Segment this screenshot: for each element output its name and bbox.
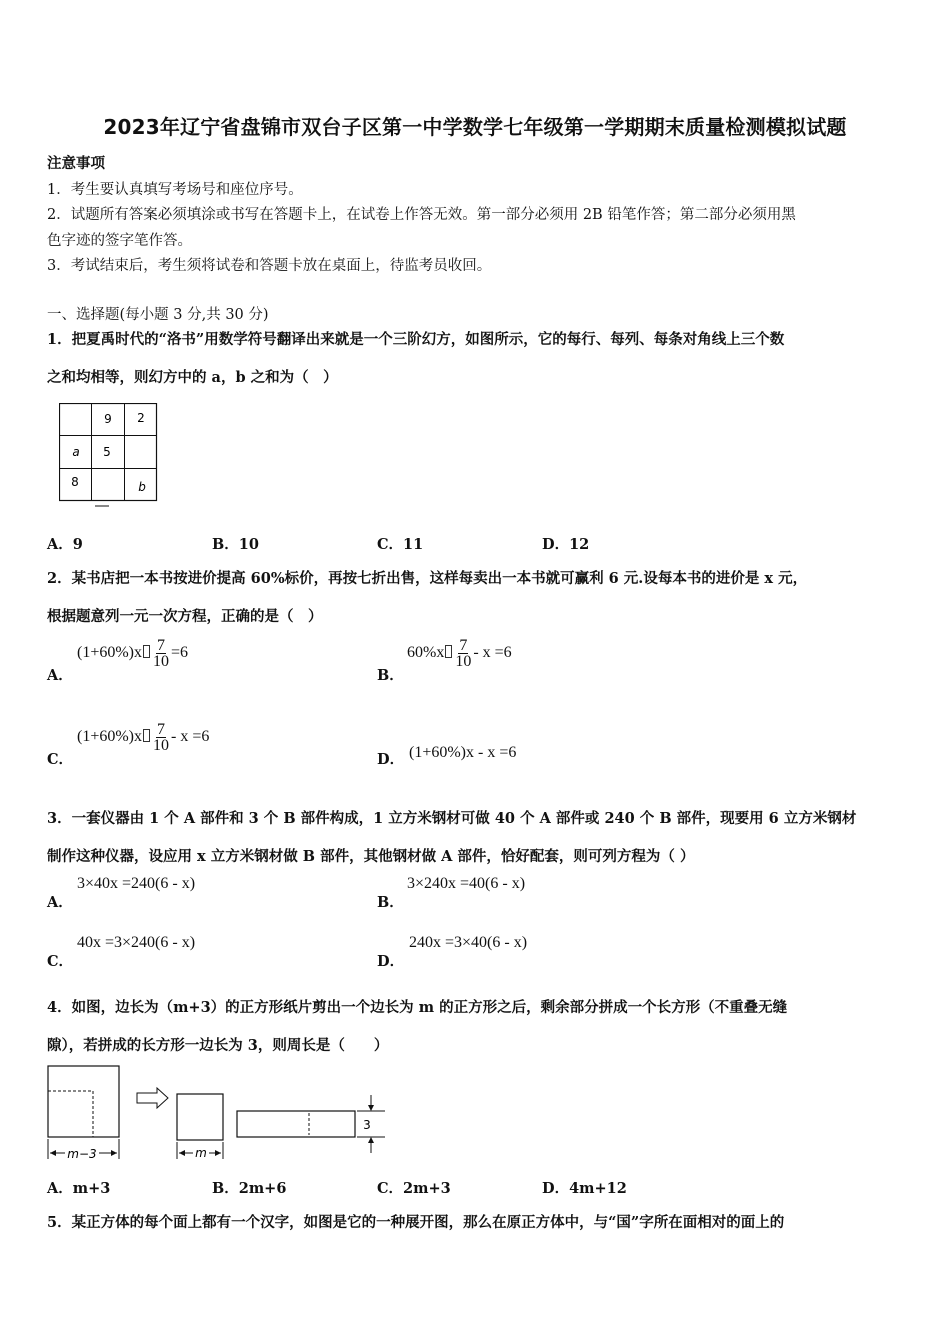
grid-cell: 5	[103, 445, 111, 459]
option-d[interactable]: D．4m+12	[542, 1180, 627, 1197]
option-c[interactable]: C．2m+3	[377, 1180, 451, 1197]
option-c[interactable]: C．	[47, 953, 74, 970]
option-a[interactable]: A．	[47, 894, 73, 911]
question-3-text: 制作这种仪器，设应用 x 立方米钢材做 B 部件，其他钢材做 A 部件，恰好配套，则可列方程为（ ）	[47, 848, 695, 865]
square-cut-figure	[45, 1063, 390, 1163]
page-title: 2023年辽宁省盘锦市双台子区第一中学数学七年级第一学期期末质量检测模拟试题	[103, 115, 847, 139]
equation-b: 60%x $\frac{7}{10}$ - x =6	[407, 637, 512, 670]
option-d[interactable]: D．	[377, 751, 405, 768]
equation-c: 40x =3×240(6 - x)	[77, 934, 196, 951]
option-c[interactable]: C．11	[377, 536, 424, 553]
option-b[interactable]: B．2m+6	[212, 1180, 287, 1197]
dimension-label: 3	[363, 1118, 371, 1132]
option-a[interactable]: A．9	[47, 536, 83, 553]
question-2-text: 2．某书店把一本书按进价提高 60%标价，再按七折出售，这样每卖出一本书就可赢利 6 元.设每本书的进价是 x 元，	[47, 570, 808, 587]
notice-item: 色字迹的签字笔作答。	[47, 233, 192, 249]
option-a[interactable]: A．	[47, 667, 73, 684]
option-d[interactable]: D．	[377, 953, 405, 970]
grid-cell: 9	[104, 412, 112, 426]
question-1-text: 1．把夏禹时代的“洛书”用数学符号翻译出来就是一个三阶幻方，如图所示，它的每行、每列、每条对角线上三个数	[47, 331, 785, 348]
equation-c: (1+60%)x $\frac{7}{10}$ - x =6	[77, 721, 210, 754]
notice-item: 3．考试结束后，考生须将试卷和答题卡放在桌面上，待监考员收回。	[47, 258, 492, 274]
question-2-text: 根据题意列一元一次方程，正确的是（ ）	[47, 608, 323, 625]
dimension-label: m−3	[67, 1147, 97, 1161]
question-1-text: 之和均相等，则幻方中的 a，b 之和为（ ）	[47, 369, 338, 386]
equation-d: (1+60%)x - x =6	[409, 744, 517, 761]
equation-a: 3×40x =240(6 - x)	[77, 875, 196, 892]
grid-cell: 8	[71, 475, 79, 489]
question-5-text: 5．某正方体的每个面上都有一个汉字，如图是它的一种展开图，那么在原正方体中，与“国”字所在面相对的面上的	[47, 1214, 785, 1231]
option-c[interactable]: C．	[47, 751, 74, 768]
question-4-text: 隙），若拼成的长方形一边长为 3，则周长是（ ）	[47, 1037, 389, 1054]
section-heading: 一、选择题(每小题 3 分,共 30 分)	[47, 307, 269, 323]
grid-cell: a	[72, 445, 80, 459]
option-a[interactable]: A．m+3	[47, 1180, 111, 1197]
grid-cell: 2	[137, 411, 145, 425]
option-b[interactable]: B．	[377, 667, 404, 684]
grid-cell: b	[138, 480, 146, 494]
dimension-label: m	[195, 1146, 207, 1160]
equation-d: 240x =3×40(6 - x)	[409, 934, 528, 951]
option-b[interactable]: B．	[377, 894, 404, 911]
question-3-text: 3．一套仪器由 1 个 A 部件和 3 个 B 部件构成，1 立方米钢材可做 40 个 A 部件或 240 个 B 部件，现要用 6 立方米钢材	[47, 810, 857, 827]
option-b[interactable]: B．10	[212, 536, 259, 553]
equation-b: 3×240x =40(6 - x)	[407, 875, 526, 892]
option-d[interactable]: D．12	[542, 536, 590, 553]
notice-item: 1．考生要认真填写考场号和座位序号。	[47, 182, 303, 198]
question-4-text: 4．如图，边长为（m+3）的正方形纸片剪出一个边长为 m 的正方形之后，剩余部分拼成一个长方形（不重叠无缝	[47, 999, 788, 1016]
notice-heading: 注意事项	[47, 155, 105, 172]
equation-a: (1+60%)x $\frac{7}{10}$ =6	[77, 637, 189, 670]
magic-square-figure	[59, 403, 159, 513]
notice-item: 2．试题所有答案必须填涂或书写在答题卡上，在试卷上作答无效。第一部分必须用 2B 铅笔作答；第二部分必须用黑	[47, 207, 796, 223]
